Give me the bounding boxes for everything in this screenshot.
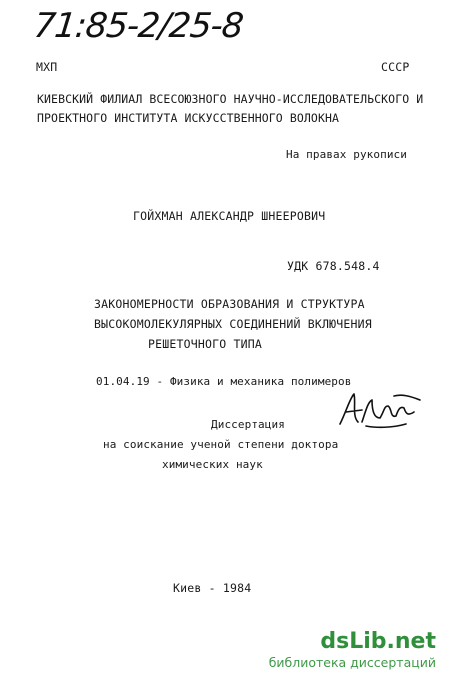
country-code: СССР: [381, 60, 410, 74]
dissertation-label: Диссертация: [211, 418, 285, 431]
dissertation-degree: на соискание ученой степени доктора: [103, 438, 339, 451]
place-and-year: Киев - 1984: [173, 581, 252, 595]
dslib-subtitle: библиотека диссертаций: [268, 655, 436, 670]
dslib-watermark: [269, 631, 436, 670]
dissertation-field: химических наук: [162, 458, 263, 471]
archive-number-handwritten: 71:85-2/25-8: [31, 6, 245, 46]
rights-note: На правах рукописи: [286, 148, 408, 161]
ministry-code: МХП: [36, 60, 58, 74]
organization-line-2: ПРОЕКТНОГО ИНСТИТУТА ИСКУССТВЕННОГО ВОЛОКНА: [37, 111, 340, 125]
dslib-logo: dsLib.net: [320, 629, 436, 654]
udc-code: УДК 678.548.4: [287, 259, 380, 273]
title-line-3: РЕШЕТОЧНОГО ТИПА: [148, 337, 262, 351]
author-signature: [336, 388, 424, 432]
author-name: ГОЙХМАН АЛЕКСАНДР ШНЕЕРОВИЧ: [133, 209, 326, 223]
specialty: 01.04.19 - Физика и механика полимеров: [96, 375, 352, 388]
organization-line-1: КИЕВСКИЙ ФИЛИАЛ ВСЕСОЮЗНОГО НАУЧНО-ИССЛЕДОВАТЕЛЬСКОГО И: [37, 92, 424, 106]
title-line-1: ЗАКОНОМЕРНОСТИ ОБРАЗОВАНИЯ И СТРУКТУРА: [94, 297, 365, 311]
title-line-2: ВЫСОКОМОЛЕКУЛЯРНЫХ СОЕДИНЕНИЙ ВКЛЮЧЕНИЯ: [94, 317, 372, 331]
